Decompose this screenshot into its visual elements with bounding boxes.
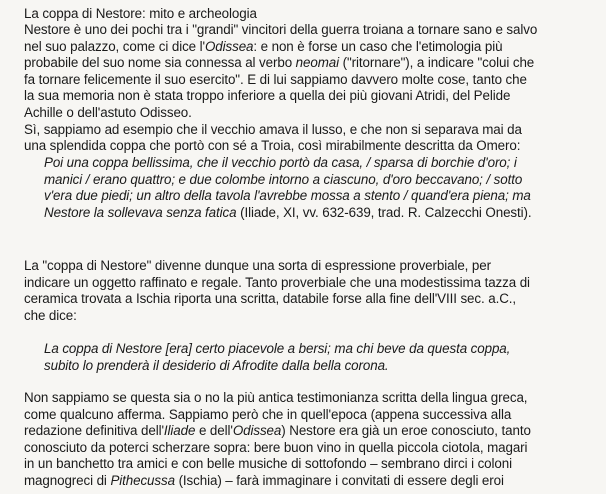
italic-text: Odissea [204, 38, 254, 54]
italic-text: v'era due piedi; un altro della tavola l'avrebbe mossa a stento / quand'era piena; ma [44, 188, 531, 204]
italic-text: La coppa di Nestore [era] certo piacevole a bersi; ma chi beve da questa coppa, [44, 341, 511, 356]
italic-text: Poi una coppa bellissima, che il vecchio portò da casa, / sparsa di borchie d'oro; i [44, 155, 517, 170]
italic-text: Pithecussa [110, 473, 175, 488]
quotation-line [44, 188, 531, 205]
paragraph-line: Sì, sappiamo ad esempio che il vecchio amava il lusso, e che non si separava mai da [24, 121, 522, 137]
paragraph-line: magnogreci di Pithecussa (Ischia) – farà immaginare i convitati di essere degli eroi [24, 473, 504, 488]
paragraph-line: come qualcuno afferma. Sappiamo però che in quell'epoca (appena successiva alla [24, 406, 512, 422]
paragraph-line: Nestore è uno dei pochi tra i "grandi" vincitori della guerra troiana a tornare sano e salvo [24, 22, 538, 37]
paragraph-line: La "coppa di Nestore" divenne dunque una sorta di espressione proverbiale, per [24, 258, 491, 273]
paragraph-line: fa tornare felicemente il suo esercito". E di lui sappiamo davvero molte cose, tanto che [24, 71, 527, 87]
italic-text: Nestore la sollevava senza fatica [44, 204, 237, 220]
quotation-line [44, 155, 517, 172]
paragraph-line: la sua memoria non è stata troppo inferiore a quella dei più giovani Atridi, del Pelide [24, 88, 511, 104]
paragraph-line: Achille o dell'astuto Odisseo. [24, 105, 192, 120]
paragraph-line: Non sappiamo se questa sia o no la più antica testimonianza scritta della lingua greca, [24, 390, 528, 405]
quotation-line [44, 358, 389, 375]
paragraph-line: conosciuto da poterci scherzare sopra: bere buon vino in quella piccola ciotola, magari [24, 439, 528, 455]
italic-text: Odissea [232, 423, 282, 439]
paragraph-line: in un banchetto tra amici e con belle musiche di sottofondo – sembrano dirci i coloni [24, 456, 512, 472]
italic-text: manici / erano quattro; e due colombe intorno a ciascuno, d'oro beccavano; / sotto [44, 171, 523, 187]
paragraph-line: ceramica trovata a Ischia riporta una scritta, databile forse alla fine dell'VIII sec. a.C., [24, 291, 517, 307]
quotation-line: Nestore la sollevava senza fatica (Iliade, XI, vv. 632-639, trad. R. Calzecchi Onesti). [44, 204, 532, 220]
paragraph-line: indicare un oggetto raffinato e regale. Tanto proverbiale che una modestissima tazza di [24, 274, 530, 290]
paragraph-line: che dice: [24, 307, 77, 323]
italic-text: subito lo prenderà il desiderio di Afrodite dalla bella corona. [44, 357, 389, 373]
paragraph-line: nel suo palazzo, come ci dice l'Odissea: e non è forse un caso che l'etimologia più [24, 38, 503, 54]
italic-text: neomai [295, 55, 339, 71]
paragraph-line: redazione definitiva dell'Iliade e dell'Odissea) Nestore era già un eroe conosciuto, tanto [24, 423, 531, 439]
quotation-line [44, 341, 510, 358]
italic-text: Iliade [163, 423, 196, 439]
paragraph-line: una splendida coppa che portò con sé a Troia, così mirabilmente descritta da Omero: [24, 138, 521, 154]
document-title: La coppa di Nestore: mito e archeologia [24, 6, 257, 21]
quotation-line [44, 172, 522, 189]
paragraph-line: probabile del suo nome sia connessa al verbo neomai ("ritornare"), a indicare "colui che [24, 55, 535, 71]
